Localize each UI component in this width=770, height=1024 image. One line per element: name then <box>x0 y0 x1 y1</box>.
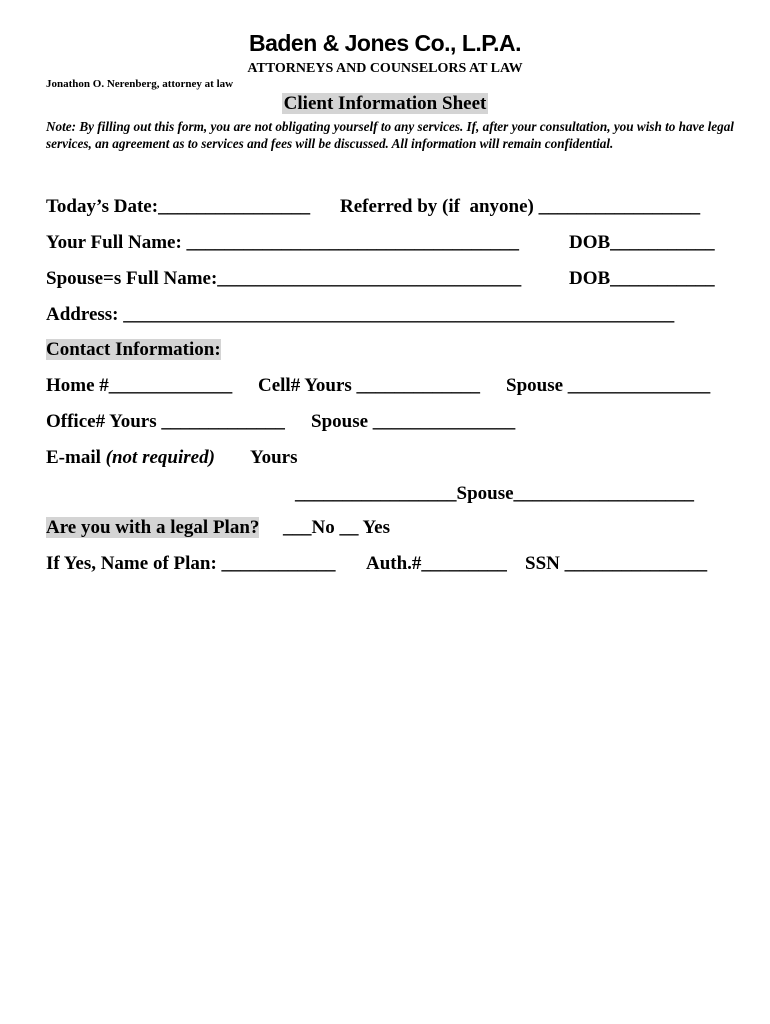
attorney-name: Jonathon O. Nerenberg, attorney at law <box>46 78 234 90</box>
spouse-dob-field[interactable]: DOB___________ <box>569 268 715 289</box>
email-label-text: E-mail <box>46 447 101 468</box>
spouse-name-field[interactable]: Spouse=s Full Name:________________________________ <box>46 268 522 289</box>
sheet-title-text: Client Information Sheet <box>283 93 487 114</box>
email-optional-note: (not required) <box>105 447 215 468</box>
contact-info-heading <box>46 339 221 361</box>
office-phone-field[interactable]: Office# Yours _____________ <box>46 411 285 432</box>
auth-number-field[interactable]: Auth.#_________ <box>366 553 507 574</box>
email-field[interactable]: _________________Spouse___________________ <box>295 483 695 504</box>
legal-plan-options[interactable]: ___No __ Yes <box>283 517 390 538</box>
legal-plan-question <box>46 517 259 539</box>
cell-phone-field[interactable]: Cell# Yours _____________ <box>258 375 481 396</box>
legal-plan-question-text: Are you with a legal Plan? <box>46 517 260 538</box>
dob-field[interactable]: DOB___________ <box>569 232 715 253</box>
contact-info-heading-text: Contact Information: <box>46 339 221 360</box>
address-field[interactable]: Address: __________________________________________________________ <box>46 304 675 325</box>
email-yours-label: Yours <box>250 447 298 468</box>
plan-name-field[interactable]: If Yes, Name of Plan: ____________ <box>46 553 336 574</box>
full-name-field[interactable]: Your Full Name: ___________________________________ <box>46 232 520 253</box>
confidentiality-note: Note: By filling out this form, you are not obligating yourself to any services. If, after your consultation, you wish to have legal services, an agreement as to services and fees will be discussed. All information will remain confidential. <box>46 119 734 152</box>
sheet-title <box>0 93 770 115</box>
ssn-field[interactable]: SSN _______________ <box>525 553 708 574</box>
todays-date-field[interactable]: Today’s Date:________________ <box>46 196 311 217</box>
email-label <box>46 447 215 469</box>
home-phone-field[interactable]: Home #_____________ <box>46 375 233 396</box>
firm-tagline: ATTORNEYS AND COUNSELORS AT LAW <box>247 61 523 76</box>
spouse-office-field[interactable]: Spouse _______________ <box>311 411 516 432</box>
spouse-cell-field[interactable]: Spouse _______________ <box>506 375 711 396</box>
firm-name: Baden & Jones Co., L.P.A. <box>248 30 522 56</box>
referred-by-field[interactable]: Referred by (if anyone) _________________ <box>340 196 701 217</box>
